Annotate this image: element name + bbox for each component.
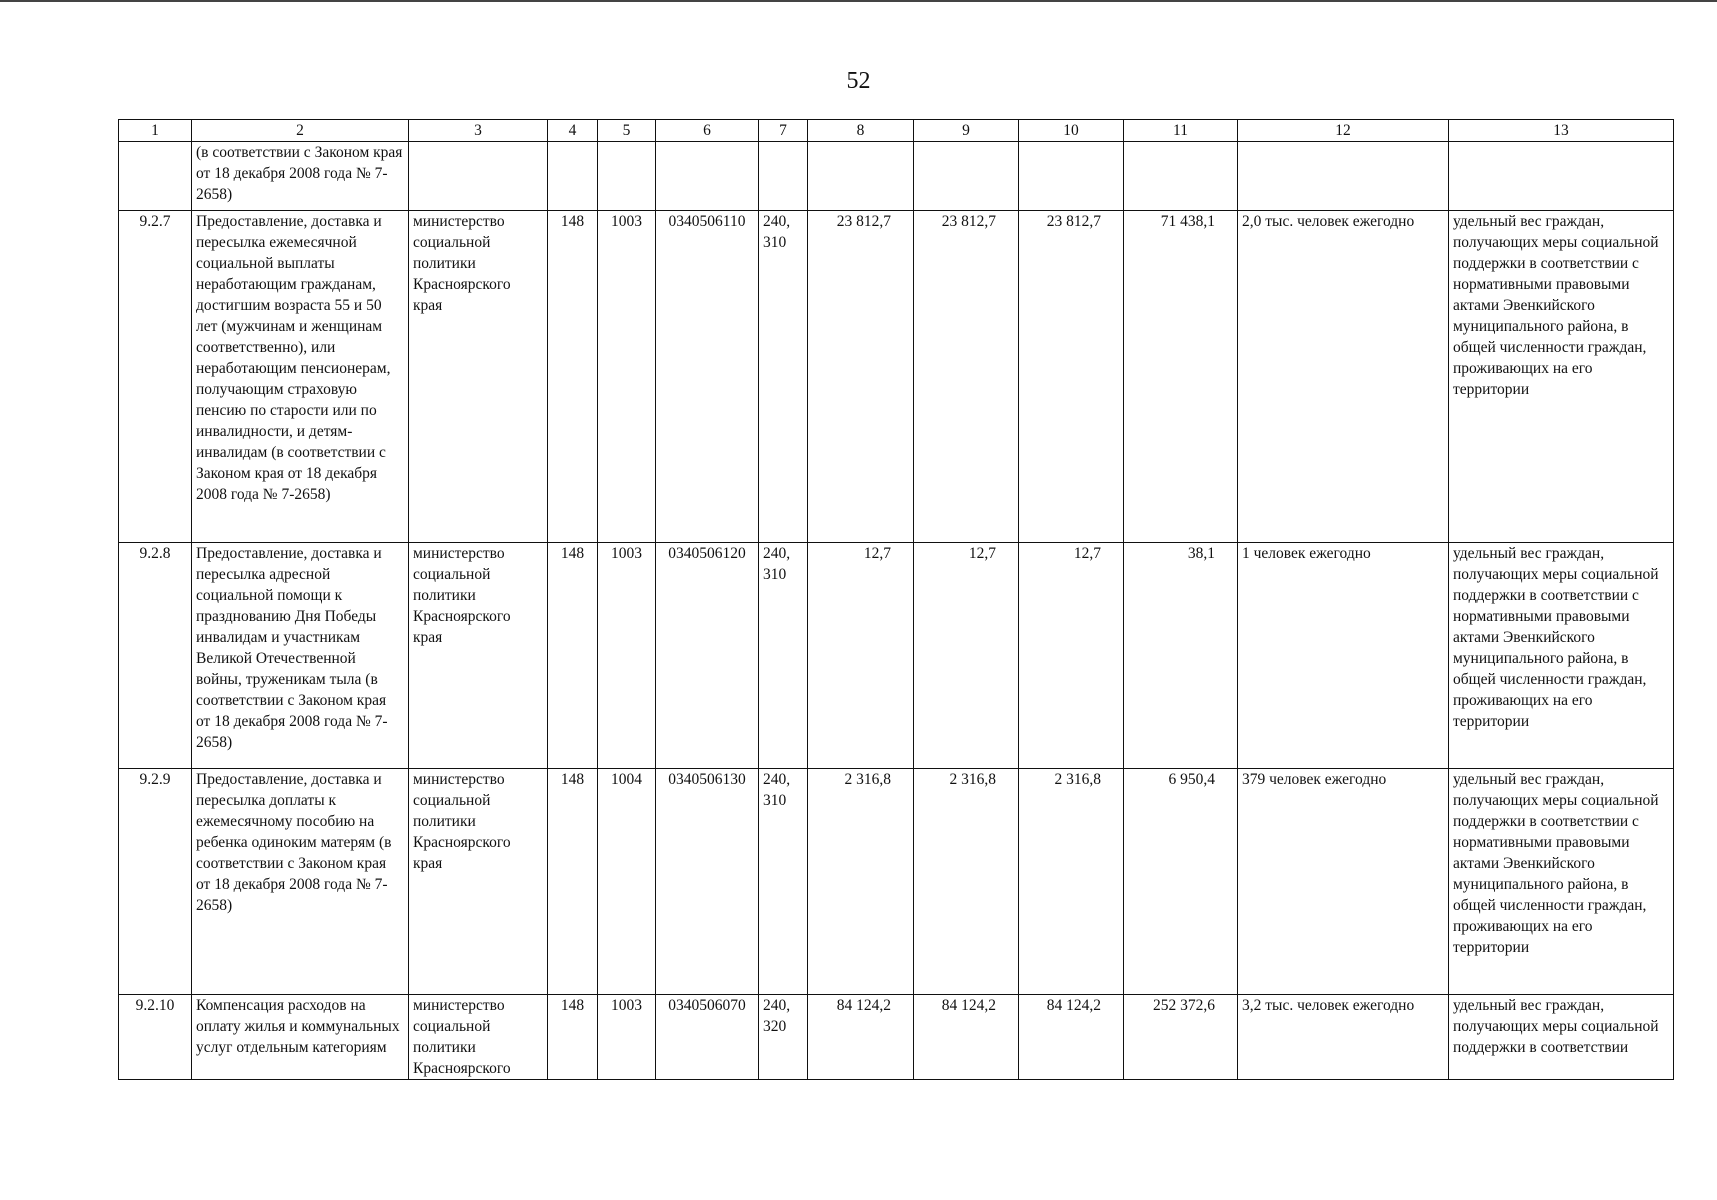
grbs-code: 148 [548, 543, 598, 769]
funding-year-2: 23 812,7 [914, 211, 1019, 543]
row-number [119, 142, 192, 211]
column-header: 4 [548, 120, 598, 142]
funding-year-3: 23 812,7 [1019, 211, 1124, 543]
funding-total: 38,1 [1124, 543, 1238, 769]
vr-code [759, 142, 808, 211]
top-edge-rule [0, 0, 1717, 2]
funding-year-1: 84 124,2 [808, 995, 914, 1080]
funding-total [1124, 142, 1238, 211]
funding-year-2 [914, 142, 1019, 211]
grbs-code: 148 [548, 769, 598, 995]
executor-name: министерство социальной политики Красноярского края [409, 211, 548, 543]
grbs-code: 148 [548, 211, 598, 543]
csr-code: 0340506120 [656, 543, 759, 769]
rzpr-code: 1003 [598, 211, 656, 543]
funding-year-2: 2 316,8 [914, 769, 1019, 995]
funding-year-1: 12,7 [808, 543, 914, 769]
executor-name [409, 142, 548, 211]
indicator-text: удельный вес граждан, получающих меры социальной поддержки в соответствии с нормативными правовыми актами Эвенкийского муниципального района, в общей численности граждан, проживающих на его территории [1449, 769, 1674, 995]
funding-total: 6 950,4 [1124, 769, 1238, 995]
grbs-code [548, 142, 598, 211]
rzpr-code: 1003 [598, 995, 656, 1080]
rzpr-code: 1003 [598, 543, 656, 769]
measure-name: Предоставление, доставка и пересылка адресной социальной помощи к празднованию Дня Победы инвалидам и участникам Великой Отечественной войны, труженикам тыла (в соответствии с Законом края от 18 декабря 2008 года № 7-2658) [192, 543, 409, 769]
funding-year-3 [1019, 142, 1124, 211]
funding-total: 252 372,6 [1124, 995, 1238, 1080]
funding-total: 71 438,1 [1124, 211, 1238, 543]
csr-code [656, 142, 759, 211]
rzpr-code: 1004 [598, 769, 656, 995]
grbs-code: 148 [548, 995, 598, 1080]
column-header: 8 [808, 120, 914, 142]
expected-result: 2,0 тыс. человек ежегодно [1238, 211, 1449, 543]
column-header: 6 [656, 120, 759, 142]
table-row [119, 769, 1674, 995]
measure-name: Компенсация расходов на оплату жилья и коммунальных услуг отдельным категориям [192, 995, 409, 1080]
row-number: 9.2.7 [119, 211, 192, 543]
column-header: 10 [1019, 120, 1124, 142]
funding-year-1: 2 316,8 [808, 769, 914, 995]
row-number: 9.2.8 [119, 543, 192, 769]
funding-year-1 [808, 142, 914, 211]
table-row [119, 211, 1674, 543]
column-header: 13 [1449, 120, 1674, 142]
measure-name: Предоставление, доставка и пересылка ежемесячной социальной выплаты неработающим гражданам, достигшим возраста 55 и 50 лет (мужчинам и женщинам соответственно), или неработающим пенсионерам, получающим страховую пенсию по старости или по инвалидности, и детям- инвалидам (в соответствии с Законом края от 18 декабря 2008 года № 7-2658) [192, 211, 409, 543]
column-header: 7 [759, 120, 808, 142]
column-header: 9 [914, 120, 1019, 142]
vr-code: 240, 310 [759, 211, 808, 543]
table-row [119, 142, 1674, 211]
funding-year-3: 2 316,8 [1019, 769, 1124, 995]
vr-code: 240, 320 [759, 995, 808, 1080]
column-header: 3 [409, 120, 548, 142]
csr-code: 0340506130 [656, 769, 759, 995]
expected-result: 379 человек ежегодно [1238, 769, 1449, 995]
funding-year-1: 23 812,7 [808, 211, 914, 543]
expected-result: 1 человек ежегодно [1238, 543, 1449, 769]
row-number: 9.2.10 [119, 995, 192, 1080]
expected-result: 3,2 тыс. человек ежегодно [1238, 995, 1449, 1080]
executor-name: министерство социальной политики Красноярского края [409, 543, 548, 769]
csr-code: 0340506070 [656, 995, 759, 1080]
executor-name: министерство социальной политики Красноярского края [409, 769, 548, 995]
vr-code: 240, 310 [759, 769, 808, 995]
table-row [119, 995, 1674, 1080]
indicator-text: удельный вес граждан, получающих меры социальной поддержки в соответствии с нормативными правовыми актами Эвенкийского муниципального района, в общей численности граждан, проживающих на его территории [1449, 543, 1674, 769]
indicator-text: удельный вес граждан, получающих меры социальной поддержки в соответствии с нормативными правовыми актами Эвенкийского муниципального района, в общей численности граждан, проживающих на его территории [1449, 211, 1674, 543]
expected-result [1238, 142, 1449, 211]
page-number: 52 [846, 68, 871, 94]
vr-code: 240, 310 [759, 543, 808, 769]
indicator-text [1449, 142, 1674, 211]
csr-code: 0340506110 [656, 211, 759, 543]
measure-name: Предоставление, доставка и пересылка доплаты к ежемесячному пособию на ребенка одиноким матерям (в соответствии с Законом края от 18 декабря 2008 года № 7-2658) [192, 769, 409, 995]
column-header: 5 [598, 120, 656, 142]
executor-name: министерство социальной политики Красноярского [409, 995, 548, 1080]
rzpr-code [598, 142, 656, 211]
funding-year-3: 12,7 [1019, 543, 1124, 769]
column-header: 12 [1238, 120, 1449, 142]
column-header: 2 [192, 120, 409, 142]
column-header: 1 [119, 120, 192, 142]
program-table [118, 119, 1674, 1080]
indicator-text: удельный вес граждан, получающих меры социальной поддержки в соответствии [1449, 995, 1674, 1080]
table-row [119, 543, 1674, 769]
funding-year-2: 84 124,2 [914, 995, 1019, 1080]
funding-year-2: 12,7 [914, 543, 1019, 769]
measure-name: (в соответствии с Законом края от 18 декабря 2008 года № 7-2658) [192, 142, 409, 211]
column-header: 11 [1124, 120, 1238, 142]
column-number-row [119, 120, 1674, 142]
row-number: 9.2.9 [119, 769, 192, 995]
funding-year-3: 84 124,2 [1019, 995, 1124, 1080]
